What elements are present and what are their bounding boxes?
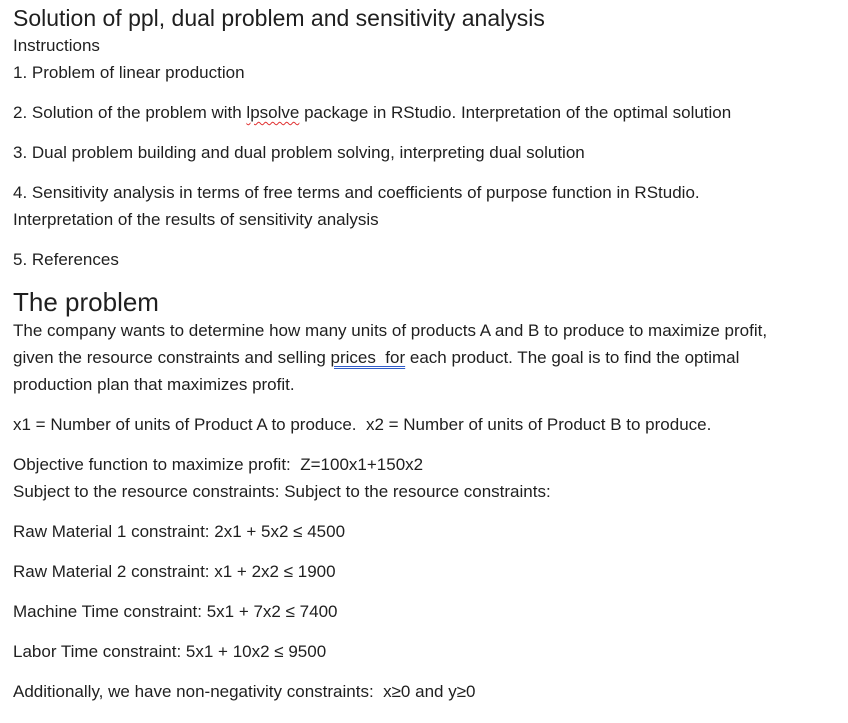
problem-paragraph-line-2 bbox=[13, 344, 838, 371]
constraint-raw-material-2: Raw Material 2 constraint: x1 + 2x2 ≤ 1900 bbox=[13, 562, 336, 581]
non-negativity-constraints: Additionally, we have non-negativity constraints: x≥0 and y≥0 bbox=[13, 682, 476, 701]
objective-function: Objective function to maximize profit: Z=100x1+150x2 bbox=[13, 455, 424, 474]
constraint-machine-time: Machine Time constraint: 5x1 + 7x2 ≤ 7400 bbox=[13, 602, 338, 621]
instruction-item-4-line-2: Interpretation of the results of sensitivity analysis bbox=[13, 210, 379, 229]
instruction-item-2-pre: 2. Solution of the problem with bbox=[13, 103, 247, 122]
problem-heading: The problem bbox=[13, 287, 159, 317]
problem-paragraph-line-1: The company wants to determine how many units of products A and B to produce to maximize profit, bbox=[13, 321, 768, 340]
instruction-item-1: 1. Problem of linear production bbox=[13, 63, 245, 82]
instruction-item-2 bbox=[13, 99, 838, 126]
problem-paragraph-line-3: production plan that maximizes profit. bbox=[13, 375, 295, 394]
variables-definition: x1 = Number of units of Product A to produce. x2 = Number of units of Product B to produce. bbox=[13, 415, 712, 434]
problem-paragraph-line-2-pre: given the resource constraints and selling bbox=[13, 348, 331, 367]
instruction-item-5: 5. References bbox=[13, 250, 119, 269]
document-title: Solution of ppl, dual problem and sensitivity analysis bbox=[13, 5, 545, 31]
grammar-flagged-phrase[interactable]: prices for bbox=[330, 348, 406, 367]
instruction-item-3: 3. Dual problem building and dual problem solving, interpreting dual solution bbox=[13, 143, 585, 162]
constraint-raw-material-1: Raw Material 1 constraint: 2x1 + 5x2 ≤ 4500 bbox=[13, 522, 346, 541]
instruction-item-2-post: package in RStudio. Interpretation of the optimal solution bbox=[299, 103, 732, 122]
problem-paragraph-line-2-post: each product. The goal is to find the optimal bbox=[405, 348, 740, 367]
subject-to-line: Subject to the resource constraints: Subject to the resource constraints: bbox=[13, 482, 551, 501]
constraint-labor-time: Labor Time constraint: 5x1 + 10x2 ≤ 9500 bbox=[13, 642, 327, 661]
instructions-label: Instructions bbox=[13, 36, 100, 55]
spelling-flagged-word[interactable]: lpsolve bbox=[246, 103, 300, 122]
instruction-item-4-line-1: 4. Sensitivity analysis in terms of free terms and coefficients of purpose function in RStudio. bbox=[13, 183, 700, 202]
